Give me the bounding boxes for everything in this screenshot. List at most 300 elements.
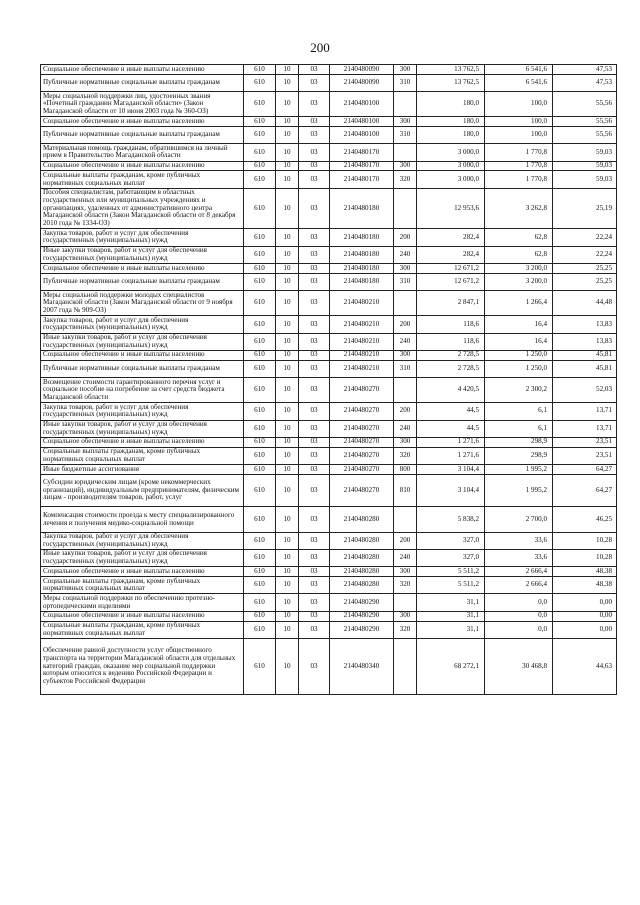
row-pr-cell: 03 bbox=[299, 378, 330, 403]
row-percent-cell: 0,00 bbox=[553, 594, 617, 611]
table-row bbox=[41, 229, 617, 246]
row-plan-cell: 13 762,5 bbox=[417, 74, 485, 91]
row-plan-cell: 282,4 bbox=[417, 246, 485, 263]
row-rz-cell: 10 bbox=[276, 117, 299, 127]
row-plan-cell: 5 838,2 bbox=[417, 507, 485, 532]
row-percent-cell: 25,25 bbox=[553, 273, 617, 290]
row-vr-cell bbox=[394, 92, 417, 117]
row-percent-cell: 48,38 bbox=[553, 577, 617, 594]
row-pr-cell: 03 bbox=[299, 333, 330, 350]
row-csr-cell: 2140480270 bbox=[330, 403, 394, 420]
row-csr-cell: 2140480090 bbox=[330, 65, 394, 75]
row-plan-cell: 12 671,2 bbox=[417, 264, 485, 274]
row-pr-cell: 03 bbox=[299, 264, 330, 274]
row-ved-cell: 610 bbox=[244, 403, 276, 420]
row-exec-cell: 2 300,2 bbox=[485, 378, 553, 403]
row-exec-cell: 3 262,8 bbox=[485, 188, 553, 229]
table-row bbox=[41, 403, 617, 420]
row-csr-cell: 2140480090 bbox=[330, 74, 394, 91]
row-ved-cell: 610 bbox=[244, 378, 276, 403]
row-plan-cell: 68 272,1 bbox=[417, 638, 485, 694]
row-percent-cell: 13,83 bbox=[553, 333, 617, 350]
row-vr-cell: 240 bbox=[394, 549, 417, 566]
row-exec-cell: 298,9 bbox=[485, 437, 553, 447]
row-ved-cell: 610 bbox=[244, 316, 276, 333]
row-plan-cell: 118,6 bbox=[417, 316, 485, 333]
row-name-cell: Иные закупки товаров, работ и услуг для обеспечения государственных (муниципальных) нужд bbox=[41, 333, 244, 350]
table-row bbox=[41, 92, 617, 117]
row-ved-cell: 610 bbox=[244, 507, 276, 532]
row-percent-cell: 64,27 bbox=[553, 474, 617, 507]
row-rz-cell: 10 bbox=[276, 507, 299, 532]
row-pr-cell: 03 bbox=[299, 74, 330, 91]
row-plan-cell: 31,1 bbox=[417, 594, 485, 611]
row-percent-cell: 25,25 bbox=[553, 264, 617, 274]
row-rz-cell: 10 bbox=[276, 594, 299, 611]
table-row bbox=[41, 378, 617, 403]
row-rz-cell: 10 bbox=[276, 611, 299, 621]
row-exec-cell: 30 468,8 bbox=[485, 638, 553, 694]
table-row bbox=[41, 350, 617, 360]
row-ved-cell: 610 bbox=[244, 360, 276, 377]
row-exec-cell: 0,0 bbox=[485, 594, 553, 611]
row-vr-cell: 200 bbox=[394, 229, 417, 246]
row-vr-cell: 240 bbox=[394, 420, 417, 437]
row-csr-cell: 2140480170 bbox=[330, 161, 394, 171]
row-name-cell: Иные закупки товаров, работ и услуг для обеспечения государственных (муниципальных) нужд bbox=[41, 549, 244, 566]
row-rz-cell: 10 bbox=[276, 350, 299, 360]
row-pr-cell: 03 bbox=[299, 464, 330, 474]
row-percent-cell: 45,81 bbox=[553, 350, 617, 360]
row-pr-cell: 03 bbox=[299, 611, 330, 621]
row-percent-cell: 47,53 bbox=[553, 65, 617, 75]
row-name-cell: Иные закупки товаров, работ и услуг для обеспечения государственных (муниципальных) нужд bbox=[41, 420, 244, 437]
row-name-cell: Закупка товаров, работ и услуг для обеспечения государственных (муниципальных) нужд bbox=[41, 229, 244, 246]
row-name-cell: Социальное обеспечение и иные выплаты населению bbox=[41, 437, 244, 447]
row-percent-cell: 59,03 bbox=[553, 161, 617, 171]
row-percent-cell: 55,56 bbox=[553, 126, 617, 143]
table-row bbox=[41, 188, 617, 229]
row-rz-cell: 10 bbox=[276, 621, 299, 638]
row-plan-cell: 1 271,6 bbox=[417, 437, 485, 447]
budget-table-body bbox=[41, 65, 617, 695]
row-name-cell: Социальное обеспечение и иные выплаты населению bbox=[41, 117, 244, 127]
table-row bbox=[41, 577, 617, 594]
table-row bbox=[41, 291, 617, 316]
row-vr-cell: 240 bbox=[394, 333, 417, 350]
row-csr-cell: 2140480270 bbox=[330, 464, 394, 474]
row-plan-cell: 2 847,1 bbox=[417, 291, 485, 316]
row-pr-cell: 03 bbox=[299, 621, 330, 638]
row-plan-cell: 327,0 bbox=[417, 532, 485, 549]
row-exec-cell: 62,8 bbox=[485, 229, 553, 246]
row-name-cell: Обеспечение равной доступности услуг общественного транспорта на территории Магаданской области для отдельных категорий граждан, оказание мер социальной поддержки которым относится к ведению Российской Федерации и субъектов Российской Федерации bbox=[41, 638, 244, 694]
row-ved-cell: 610 bbox=[244, 264, 276, 274]
row-name-cell: Меры социальной поддержки лиц, удостоенных звания «Почетный гражданин Магаданской области» (Закон Магаданской области от 10 июня 2003 года № 360-ОЗ) bbox=[41, 92, 244, 117]
row-rz-cell: 10 bbox=[276, 264, 299, 274]
row-plan-cell: 31,1 bbox=[417, 611, 485, 621]
row-csr-cell: 2140480180 bbox=[330, 246, 394, 263]
row-vr-cell bbox=[394, 144, 417, 161]
row-rz-cell: 10 bbox=[276, 532, 299, 549]
row-plan-cell: 180,0 bbox=[417, 126, 485, 143]
row-ved-cell: 610 bbox=[244, 420, 276, 437]
row-vr-cell bbox=[394, 291, 417, 316]
row-plan-cell: 5 511,2 bbox=[417, 577, 485, 594]
row-percent-cell: 45,81 bbox=[553, 360, 617, 377]
row-plan-cell: 3 104,4 bbox=[417, 474, 485, 507]
row-pr-cell: 03 bbox=[299, 447, 330, 464]
row-csr-cell: 2140480180 bbox=[330, 273, 394, 290]
row-name-cell: Пособия специалистам, работающим в областных государственных или муниципальных учреждениях и организациях, удаленных от административного центра Магаданской области (Закон Магаданской области от 8 декабря 2010 года № 1334-ОЗ) bbox=[41, 188, 244, 229]
row-rz-cell: 10 bbox=[276, 126, 299, 143]
row-exec-cell: 0,0 bbox=[485, 621, 553, 638]
row-percent-cell: 23,51 bbox=[553, 447, 617, 464]
row-name-cell: Социальное обеспечение и иные выплаты населению bbox=[41, 567, 244, 577]
row-rz-cell: 10 bbox=[276, 246, 299, 263]
row-plan-cell: 44,5 bbox=[417, 403, 485, 420]
row-ved-cell: 610 bbox=[244, 611, 276, 621]
row-vr-cell: 310 bbox=[394, 273, 417, 290]
row-exec-cell: 6 541,6 bbox=[485, 65, 553, 75]
row-ved-cell: 610 bbox=[244, 74, 276, 91]
row-exec-cell: 3 200,0 bbox=[485, 273, 553, 290]
row-name-cell: Иные бюджетные ассигнования bbox=[41, 464, 244, 474]
row-exec-cell: 2 700,0 bbox=[485, 507, 553, 532]
table-row bbox=[41, 316, 617, 333]
row-exec-cell: 1 770,8 bbox=[485, 171, 553, 188]
row-percent-cell: 55,56 bbox=[553, 117, 617, 127]
row-ved-cell: 610 bbox=[244, 447, 276, 464]
row-csr-cell: 2140480180 bbox=[330, 229, 394, 246]
row-pr-cell: 03 bbox=[299, 549, 330, 566]
row-vr-cell bbox=[394, 638, 417, 694]
row-csr-cell: 2140480290 bbox=[330, 621, 394, 638]
row-exec-cell: 1 770,8 bbox=[485, 144, 553, 161]
row-ved-cell: 610 bbox=[244, 638, 276, 694]
table-row bbox=[41, 126, 617, 143]
row-pr-cell: 03 bbox=[299, 420, 330, 437]
row-pr-cell: 03 bbox=[299, 92, 330, 117]
row-ved-cell: 610 bbox=[244, 144, 276, 161]
row-rz-cell: 10 bbox=[276, 144, 299, 161]
row-name-cell: Материальная помощь гражданам, обратившимся на личный прием в Правительство Магаданской области bbox=[41, 144, 244, 161]
row-pr-cell: 03 bbox=[299, 437, 330, 447]
row-exec-cell: 1 266,4 bbox=[485, 291, 553, 316]
row-ved-cell: 610 bbox=[244, 92, 276, 117]
row-exec-cell: 33,6 bbox=[485, 549, 553, 566]
row-percent-cell: 13,83 bbox=[553, 316, 617, 333]
row-ved-cell: 610 bbox=[244, 273, 276, 290]
table-row bbox=[41, 464, 617, 474]
table-row bbox=[41, 333, 617, 350]
row-vr-cell bbox=[394, 378, 417, 403]
row-pr-cell: 03 bbox=[299, 144, 330, 161]
row-vr-cell: 300 bbox=[394, 437, 417, 447]
row-pr-cell: 03 bbox=[299, 350, 330, 360]
table-row bbox=[41, 594, 617, 611]
row-pr-cell: 03 bbox=[299, 188, 330, 229]
row-ved-cell: 610 bbox=[244, 171, 276, 188]
row-exec-cell: 3 200,0 bbox=[485, 264, 553, 274]
row-pr-cell: 03 bbox=[299, 594, 330, 611]
row-csr-cell: 2140480270 bbox=[330, 474, 394, 507]
row-vr-cell: 200 bbox=[394, 403, 417, 420]
row-vr-cell: 200 bbox=[394, 316, 417, 333]
table-row bbox=[41, 420, 617, 437]
row-pr-cell: 03 bbox=[299, 65, 330, 75]
row-vr-cell: 300 bbox=[394, 65, 417, 75]
row-csr-cell: 2140480270 bbox=[330, 378, 394, 403]
table-row bbox=[41, 74, 617, 91]
row-vr-cell: 300 bbox=[394, 161, 417, 171]
row-plan-cell: 282,4 bbox=[417, 229, 485, 246]
row-exec-cell: 100,0 bbox=[485, 117, 553, 127]
row-exec-cell: 1 250,0 bbox=[485, 360, 553, 377]
row-ved-cell: 610 bbox=[244, 126, 276, 143]
row-pr-cell: 03 bbox=[299, 161, 330, 171]
table-row bbox=[41, 638, 617, 694]
row-rz-cell: 10 bbox=[276, 65, 299, 75]
table-row bbox=[41, 264, 617, 274]
row-pr-cell: 03 bbox=[299, 171, 330, 188]
row-rz-cell: 10 bbox=[276, 378, 299, 403]
row-plan-cell: 327,0 bbox=[417, 549, 485, 566]
row-csr-cell: 2140480170 bbox=[330, 171, 394, 188]
row-ved-cell: 610 bbox=[244, 350, 276, 360]
row-plan-cell: 3 000,0 bbox=[417, 161, 485, 171]
row-csr-cell: 2140480270 bbox=[330, 447, 394, 464]
row-plan-cell: 3 000,0 bbox=[417, 171, 485, 188]
row-name-cell: Субсидии юридическим лицам (кроме некоммерческих организаций), индивидуальным предпринимателям, физическим лицам - производителям товаров, работ, услуг bbox=[41, 474, 244, 507]
row-name-cell: Социальные выплаты гражданам, кроме публичных нормативных социальных выплат bbox=[41, 171, 244, 188]
row-plan-cell: 12 671,2 bbox=[417, 273, 485, 290]
row-csr-cell: 2140480100 bbox=[330, 126, 394, 143]
row-exec-cell: 1 995,2 bbox=[485, 474, 553, 507]
row-exec-cell: 1 770,8 bbox=[485, 161, 553, 171]
row-percent-cell: 10,28 bbox=[553, 532, 617, 549]
row-csr-cell: 2140480210 bbox=[330, 350, 394, 360]
row-name-cell: Социальное обеспечение и иные выплаты населению bbox=[41, 611, 244, 621]
row-pr-cell: 03 bbox=[299, 507, 330, 532]
row-csr-cell: 2140480270 bbox=[330, 437, 394, 447]
row-pr-cell: 03 bbox=[299, 246, 330, 263]
table-row bbox=[41, 474, 617, 507]
row-csr-cell: 2140480210 bbox=[330, 291, 394, 316]
row-vr-cell bbox=[394, 507, 417, 532]
row-plan-cell: 13 762,5 bbox=[417, 65, 485, 75]
row-name-cell: Социальные выплаты гражданам, кроме публичных нормативных социальных выплат bbox=[41, 577, 244, 594]
row-pr-cell: 03 bbox=[299, 403, 330, 420]
row-ved-cell: 610 bbox=[244, 65, 276, 75]
row-rz-cell: 10 bbox=[276, 420, 299, 437]
row-csr-cell: 2140480270 bbox=[330, 420, 394, 437]
row-vr-cell: 300 bbox=[394, 117, 417, 127]
row-name-cell: Закупка товаров, работ и услуг для обеспечения государственных (муниципальных) нужд bbox=[41, 532, 244, 549]
row-exec-cell: 6 541,6 bbox=[485, 74, 553, 91]
row-ved-cell: 610 bbox=[244, 594, 276, 611]
row-csr-cell: 2140480210 bbox=[330, 360, 394, 377]
row-pr-cell: 03 bbox=[299, 474, 330, 507]
row-vr-cell bbox=[394, 188, 417, 229]
row-csr-cell: 2140480280 bbox=[330, 532, 394, 549]
row-ved-cell: 610 bbox=[244, 437, 276, 447]
row-csr-cell: 2140480340 bbox=[330, 638, 394, 694]
row-name-cell: Иные закупки товаров, работ и услуг для обеспечения государственных (муниципальных) нужд bbox=[41, 246, 244, 263]
row-ved-cell: 610 bbox=[244, 246, 276, 263]
row-exec-cell: 16,4 bbox=[485, 316, 553, 333]
table-row bbox=[41, 161, 617, 171]
table-row bbox=[41, 507, 617, 532]
row-ved-cell: 610 bbox=[244, 567, 276, 577]
row-name-cell: Публичные нормативные социальные выплаты гражданам bbox=[41, 126, 244, 143]
row-csr-cell: 2140480100 bbox=[330, 92, 394, 117]
page-number: 200 bbox=[310, 40, 330, 55]
row-rz-cell: 10 bbox=[276, 447, 299, 464]
row-vr-cell: 200 bbox=[394, 532, 417, 549]
row-rz-cell: 10 bbox=[276, 161, 299, 171]
row-vr-cell: 310 bbox=[394, 360, 417, 377]
row-name-cell: Закупка товаров, работ и услуг для обеспечения государственных (муниципальных) нужд bbox=[41, 403, 244, 420]
row-plan-cell: 118,6 bbox=[417, 333, 485, 350]
row-rz-cell: 10 bbox=[276, 360, 299, 377]
row-name-cell: Меры социальной поддержки по обеспечению протезно-ортопедическими изделиями bbox=[41, 594, 244, 611]
row-csr-cell: 2140480290 bbox=[330, 611, 394, 621]
table-row bbox=[41, 117, 617, 127]
table-row bbox=[41, 273, 617, 290]
row-pr-cell: 03 bbox=[299, 532, 330, 549]
row-pr-cell: 03 bbox=[299, 316, 330, 333]
table-row bbox=[41, 171, 617, 188]
row-plan-cell: 5 511,2 bbox=[417, 567, 485, 577]
row-percent-cell: 46,25 bbox=[553, 507, 617, 532]
row-ved-cell: 610 bbox=[244, 229, 276, 246]
row-csr-cell: 2140480170 bbox=[330, 144, 394, 161]
row-ved-cell: 610 bbox=[244, 532, 276, 549]
row-exec-cell: 1 250,0 bbox=[485, 350, 553, 360]
row-csr-cell: 2140480280 bbox=[330, 507, 394, 532]
row-vr-cell: 800 bbox=[394, 464, 417, 474]
row-percent-cell: 48,38 bbox=[553, 567, 617, 577]
row-plan-cell: 31,1 bbox=[417, 621, 485, 638]
row-plan-cell: 2 728,5 bbox=[417, 350, 485, 360]
table-row bbox=[41, 621, 617, 638]
row-csr-cell: 2140480210 bbox=[330, 316, 394, 333]
row-name-cell: Меры социальной поддержки молодых специалистов Магаданской области (Закон Магаданской области от 9 ноября 2007 года № 909-ОЗ) bbox=[41, 291, 244, 316]
row-plan-cell: 1 271,6 bbox=[417, 447, 485, 464]
table-row bbox=[41, 437, 617, 447]
row-vr-cell: 300 bbox=[394, 611, 417, 621]
row-vr-cell: 320 bbox=[394, 171, 417, 188]
row-name-cell: Публичные нормативные социальные выплаты гражданам bbox=[41, 273, 244, 290]
row-rz-cell: 10 bbox=[276, 474, 299, 507]
row-pr-cell: 03 bbox=[299, 229, 330, 246]
row-vr-cell: 810 bbox=[394, 474, 417, 507]
row-percent-cell: 13,71 bbox=[553, 403, 617, 420]
row-name-cell: Социальное обеспечение и иные выплаты населению bbox=[41, 65, 244, 75]
row-vr-cell: 310 bbox=[394, 126, 417, 143]
row-name-cell: Публичные нормативные социальные выплаты гражданам bbox=[41, 360, 244, 377]
row-rz-cell: 10 bbox=[276, 333, 299, 350]
row-ved-cell: 610 bbox=[244, 117, 276, 127]
row-exec-cell: 16,4 bbox=[485, 333, 553, 350]
row-percent-cell: 44,63 bbox=[553, 638, 617, 694]
row-ved-cell: 610 bbox=[244, 474, 276, 507]
row-pr-cell: 03 bbox=[299, 273, 330, 290]
row-csr-cell: 2140480180 bbox=[330, 264, 394, 274]
row-rz-cell: 10 bbox=[276, 171, 299, 188]
row-plan-cell: 3 000,0 bbox=[417, 144, 485, 161]
table-row bbox=[41, 447, 617, 464]
row-rz-cell: 10 bbox=[276, 291, 299, 316]
row-rz-cell: 10 bbox=[276, 464, 299, 474]
row-exec-cell: 2 666,4 bbox=[485, 567, 553, 577]
row-ved-cell: 610 bbox=[244, 577, 276, 594]
row-rz-cell: 10 bbox=[276, 74, 299, 91]
row-percent-cell: 44,48 bbox=[553, 291, 617, 316]
row-ved-cell: 610 bbox=[244, 188, 276, 229]
row-vr-cell bbox=[394, 594, 417, 611]
row-rz-cell: 10 bbox=[276, 577, 299, 594]
row-name-cell: Публичные нормативные социальные выплаты гражданам bbox=[41, 74, 244, 91]
row-rz-cell: 10 bbox=[276, 316, 299, 333]
row-exec-cell: 1 995,2 bbox=[485, 464, 553, 474]
row-exec-cell: 100,0 bbox=[485, 92, 553, 117]
row-vr-cell: 310 bbox=[394, 74, 417, 91]
row-rz-cell: 10 bbox=[276, 437, 299, 447]
row-pr-cell: 03 bbox=[299, 126, 330, 143]
row-percent-cell: 59,03 bbox=[553, 171, 617, 188]
row-exec-cell: 6,1 bbox=[485, 403, 553, 420]
row-percent-cell: 10,28 bbox=[553, 549, 617, 566]
row-pr-cell: 03 bbox=[299, 360, 330, 377]
row-ved-cell: 610 bbox=[244, 161, 276, 171]
table-row bbox=[41, 611, 617, 621]
row-pr-cell: 03 bbox=[299, 291, 330, 316]
row-percent-cell: 55,56 bbox=[553, 92, 617, 117]
row-percent-cell: 22,24 bbox=[553, 229, 617, 246]
row-csr-cell: 2140480100 bbox=[330, 117, 394, 127]
row-plan-cell: 180,0 bbox=[417, 117, 485, 127]
row-name-cell: Возмещение стоимости гарантированного перечня услуг и социальное пособие на погребение за счет средств бюджета Магаданской области bbox=[41, 378, 244, 403]
row-exec-cell: 6,1 bbox=[485, 420, 553, 437]
row-csr-cell: 2140480290 bbox=[330, 594, 394, 611]
row-rz-cell: 10 bbox=[276, 273, 299, 290]
row-name-cell: Социальные выплаты гражданам, кроме публичных нормативных социальных выплат bbox=[41, 447, 244, 464]
table-row bbox=[41, 144, 617, 161]
row-exec-cell: 33,6 bbox=[485, 532, 553, 549]
row-percent-cell: 25,19 bbox=[553, 188, 617, 229]
row-pr-cell: 03 bbox=[299, 117, 330, 127]
row-plan-cell: 44,5 bbox=[417, 420, 485, 437]
row-percent-cell: 52,03 bbox=[553, 378, 617, 403]
table-row bbox=[41, 567, 617, 577]
row-ved-cell: 610 bbox=[244, 464, 276, 474]
row-pr-cell: 03 bbox=[299, 567, 330, 577]
row-vr-cell: 320 bbox=[394, 577, 417, 594]
row-name-cell: Закупка товаров, работ и услуг для обеспечения государственных (муниципальных) нужд bbox=[41, 316, 244, 333]
row-rz-cell: 10 bbox=[276, 403, 299, 420]
row-vr-cell: 240 bbox=[394, 246, 417, 263]
row-percent-cell: 13,71 bbox=[553, 420, 617, 437]
row-ved-cell: 610 bbox=[244, 333, 276, 350]
row-exec-cell: 2 666,4 bbox=[485, 577, 553, 594]
table-row bbox=[41, 65, 617, 75]
row-vr-cell: 300 bbox=[394, 264, 417, 274]
row-exec-cell: 298,9 bbox=[485, 447, 553, 464]
row-exec-cell: 100,0 bbox=[485, 126, 553, 143]
row-rz-cell: 10 bbox=[276, 92, 299, 117]
